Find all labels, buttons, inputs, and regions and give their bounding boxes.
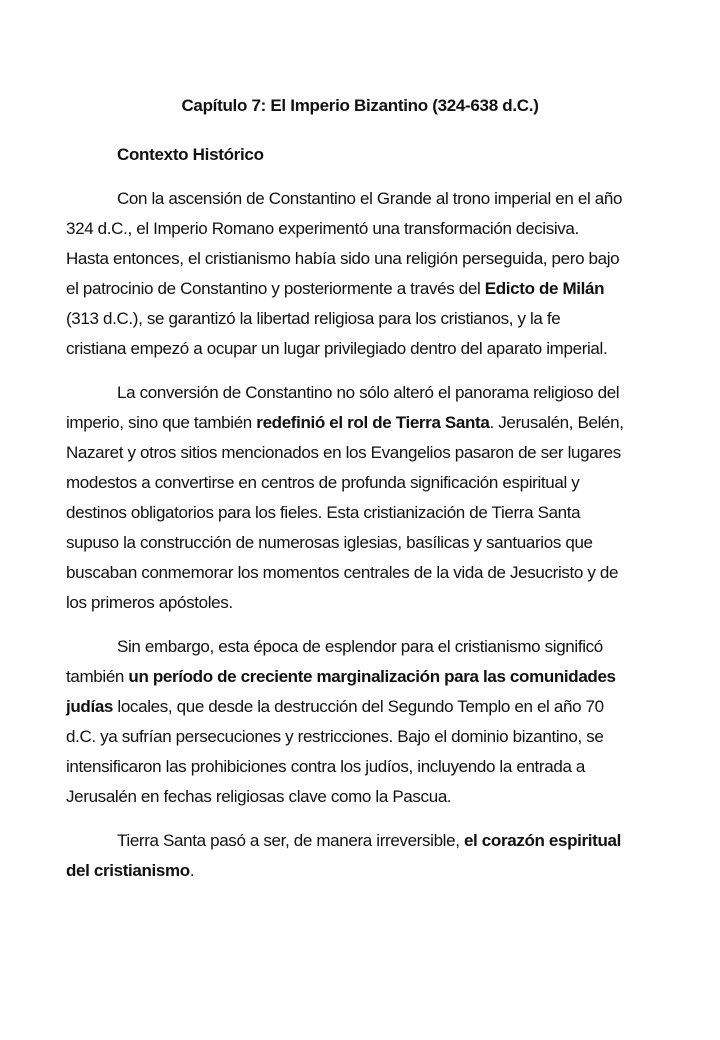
bold-emphasis: un período de creciente marginalización para las comunidades xyxy=(128,667,616,686)
paragraph-2 xyxy=(66,378,666,618)
line-text: Hasta entonces, el cristianismo había sido una religión perseguida, pero bajo xyxy=(66,249,620,268)
text-line xyxy=(66,558,666,588)
line-text: imperio, sino que también xyxy=(66,413,257,432)
line-text: . xyxy=(189,861,195,880)
line-text: también xyxy=(66,667,129,686)
bold-emphasis: redefinió el rol de Tierra Santa xyxy=(256,413,490,432)
line-text: Nazaret y otros sitios mencionados en los Evangelios pasaron de ser lugares xyxy=(66,443,621,462)
text-line xyxy=(66,662,666,692)
line-text: modestos a convertirse en centros de profunda significación espiritual y xyxy=(66,473,580,492)
line-text: Con la ascensión de Constantino el Grande al trono imperial en el año xyxy=(117,189,623,208)
line-text: cristiana empezó a ocupar un lugar privilegiado dentro del aparato imperial. xyxy=(66,339,608,358)
bold-emphasis: Edicto de Milán xyxy=(484,279,605,298)
text-line xyxy=(66,722,666,752)
paragraph-4 xyxy=(66,826,666,886)
line-text: supuso la construcción de numerosas iglesias, basílicas y santuarios que xyxy=(66,533,593,552)
line-text: locales, que desde la destrucción del Segundo Templo en el año 70 xyxy=(113,697,604,716)
text-line xyxy=(66,752,666,782)
bold-emphasis: judías xyxy=(66,697,114,716)
text-line xyxy=(66,826,666,856)
text-line xyxy=(66,304,666,334)
chapter-title: Capítulo 7: El Imperio Bizantino (324-638 d.C.) xyxy=(181,96,539,115)
text-line xyxy=(66,528,666,558)
line-text: los primeros apóstoles. xyxy=(66,593,233,612)
line-text: 324 d.C., el Imperio Romano experimentó una transformación decisiva. xyxy=(66,219,579,238)
line-text: d.C. ya sufrían persecuciones y restricciones. Bajo el dominio bizantino, se xyxy=(66,727,604,746)
bold-emphasis: del cristianismo xyxy=(66,861,190,880)
text-line xyxy=(66,438,666,468)
text-line xyxy=(66,856,666,886)
text-line xyxy=(66,588,666,618)
line-text: Jerusalén en fechas religiosas clave como la Pascua. xyxy=(66,787,452,806)
text-line xyxy=(66,274,666,304)
text-line xyxy=(66,378,666,408)
text-line xyxy=(66,244,666,274)
line-text: Sin embargo, esta época de esplendor para el cristianismo significó xyxy=(117,637,603,656)
line-text: intensificaron las prohibiciones contra los judíos, incluyendo la entrada a xyxy=(66,757,586,776)
text-line xyxy=(66,214,666,244)
line-text: La conversión de Constantino no sólo alteró el panorama religioso del xyxy=(117,383,620,402)
bold-emphasis: el corazón espiritual xyxy=(463,831,621,850)
text-line xyxy=(66,692,666,722)
line-text: . Jerusalén, Belén, xyxy=(489,413,624,432)
line-text: destinos obligatorios para los fieles. Esta cristianización de Tierra Santa xyxy=(66,503,581,522)
line-text: buscaban conmemorar los momentos centrales de la vida de Jesucristo y de xyxy=(66,563,619,582)
text-line xyxy=(66,334,666,364)
line-text: Tierra Santa pasó a ser, de manera irreversible, xyxy=(117,831,464,850)
line-text: (313 d.C.), se garantizó la libertad religiosa para los cristianos, y la fe xyxy=(66,309,561,328)
section-heading: Contexto Histórico xyxy=(117,145,264,164)
text-line xyxy=(66,782,666,812)
text-line xyxy=(66,184,666,214)
paragraph-1 xyxy=(66,184,666,364)
text-line xyxy=(66,468,666,498)
paragraph-3 xyxy=(66,632,666,812)
text-line xyxy=(66,408,666,438)
text-line xyxy=(66,632,666,662)
text-line xyxy=(66,498,666,528)
line-text: el patrocinio de Constantino y posteriormente a través del xyxy=(66,279,485,298)
